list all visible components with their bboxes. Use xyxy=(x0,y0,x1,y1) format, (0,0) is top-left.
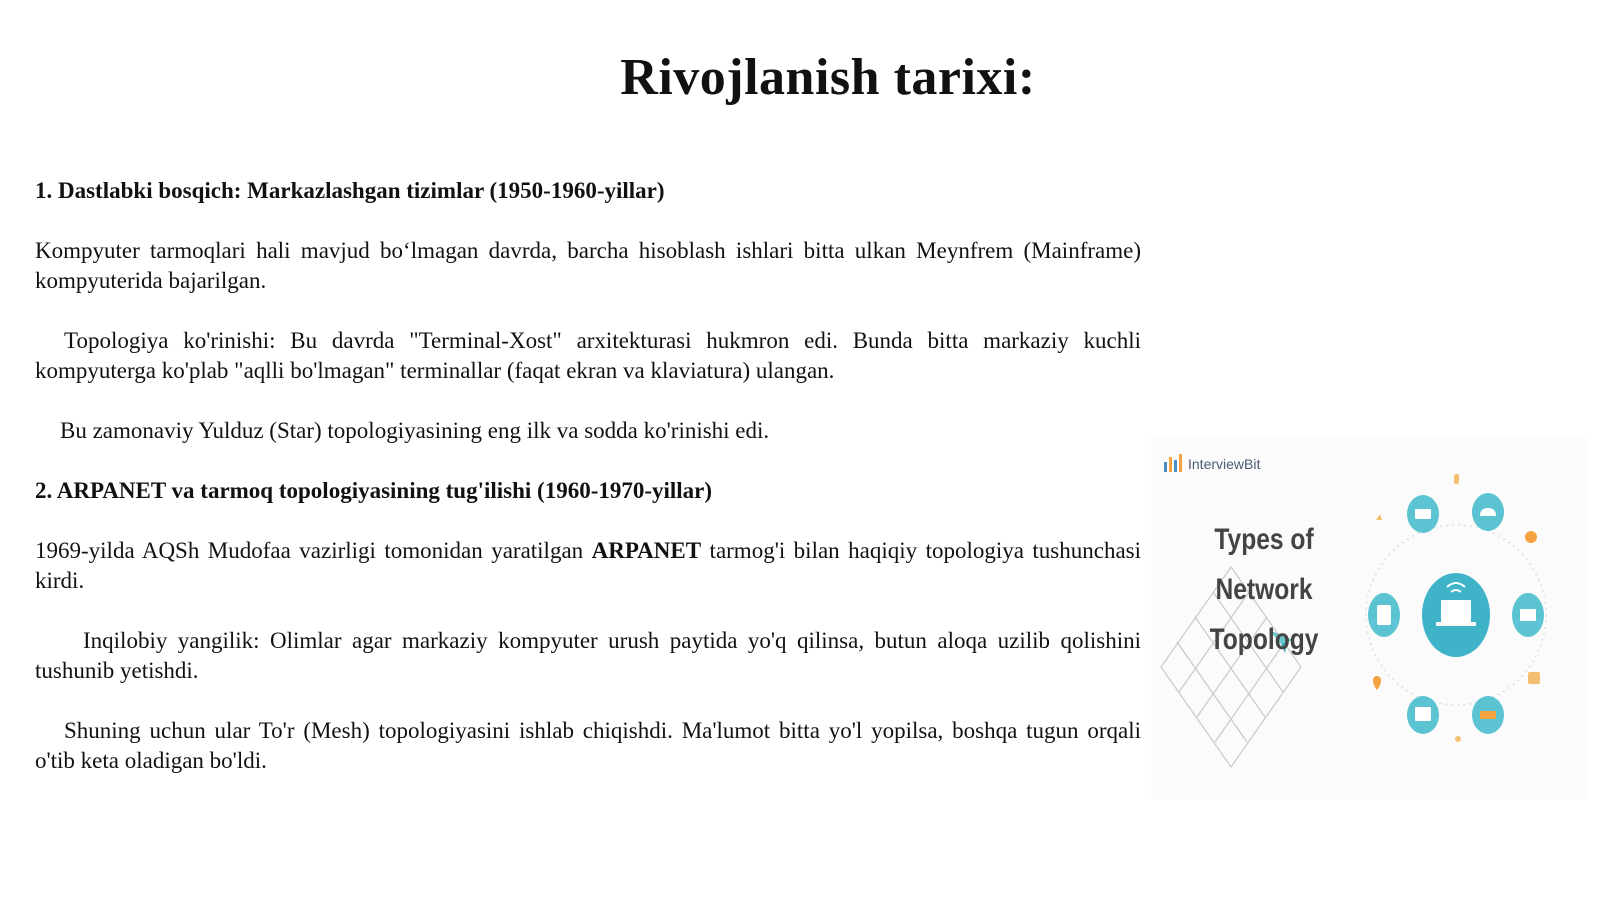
section-1-paragraph-1: Kompyuter tarmoqlari hali mavjud bo‘lmagan davrda, barcha hisoblash ishlari bitta ulkan Meynfrem (Mainframe) kompyuterida bajarilgan. xyxy=(35,238,1141,293)
location-pin-icon xyxy=(1373,676,1381,690)
logo-text: InterviewBit xyxy=(1188,456,1261,472)
figure-heading-line-1: Types of xyxy=(1214,523,1314,556)
slide-body xyxy=(35,176,1141,806)
section-2-paragraph-3: Shuning uchun ular To'r (Mesh) topologiyasini ishlab chiqishdi. Ma'lumot bitta yo'l yopilsa, boshqa tugun orqali o'tib keta oladigan bo'ldi. xyxy=(35,718,1141,773)
interviewbit-logo xyxy=(1163,454,1260,472)
slide-title: Rivojlanish tarixi: xyxy=(620,49,1036,106)
figure-heading xyxy=(1182,515,1346,665)
section-2-paragraph-1 xyxy=(35,536,1141,596)
figure-heading-line-2: Network Topology xyxy=(1209,573,1319,656)
section-1-heading: 1. Dastlabki bosqich: Markazlashgan tizimlar (1950-1960-yillar) xyxy=(35,178,665,203)
logo-bars-icon xyxy=(1163,454,1185,472)
network-topology-image xyxy=(1151,437,1587,800)
accent-dot-icon xyxy=(1525,531,1537,543)
section-1-paragraph-2: Topologiya ko'rinishi: Bu davrda "Terminal-Xost" arxitekturasi hukmron edi. Bunda bitta markaziy kuchli kompyuterga ko'plab "aqlli bo'lmagan" terminallar (faqat ekran va klaviatura) ulangan. xyxy=(35,328,1141,383)
section-2-paragraph-2: Inqilobiy yangilik: Olimlar agar markaziy kompyuter urush paytida yo'q qilinsa, butun aloqa uzilib qolishini tushunib yetishdi. xyxy=(35,628,1141,683)
section-1-paragraph-3: Bu zamonaviy Yulduz (Star) topologiyasining eng ilk va sodda ko'rinishi edi. xyxy=(60,418,770,443)
section-2-paragraph-1-end: tarmog'i bilan haqiqiy topologiya tushunchasi kirdi. xyxy=(35,538,1142,593)
section-2-heading: 2. ARPANET va tarmoq topologiyasining tug'ilishi (1960-1970-yillar) xyxy=(35,478,713,503)
section-2-paragraph-1-start: 1969-yilda AQSh Mudofaa vazirligi tomonidan yaratilgan xyxy=(35,538,592,563)
arpanet-term: ARPANET xyxy=(591,538,702,563)
